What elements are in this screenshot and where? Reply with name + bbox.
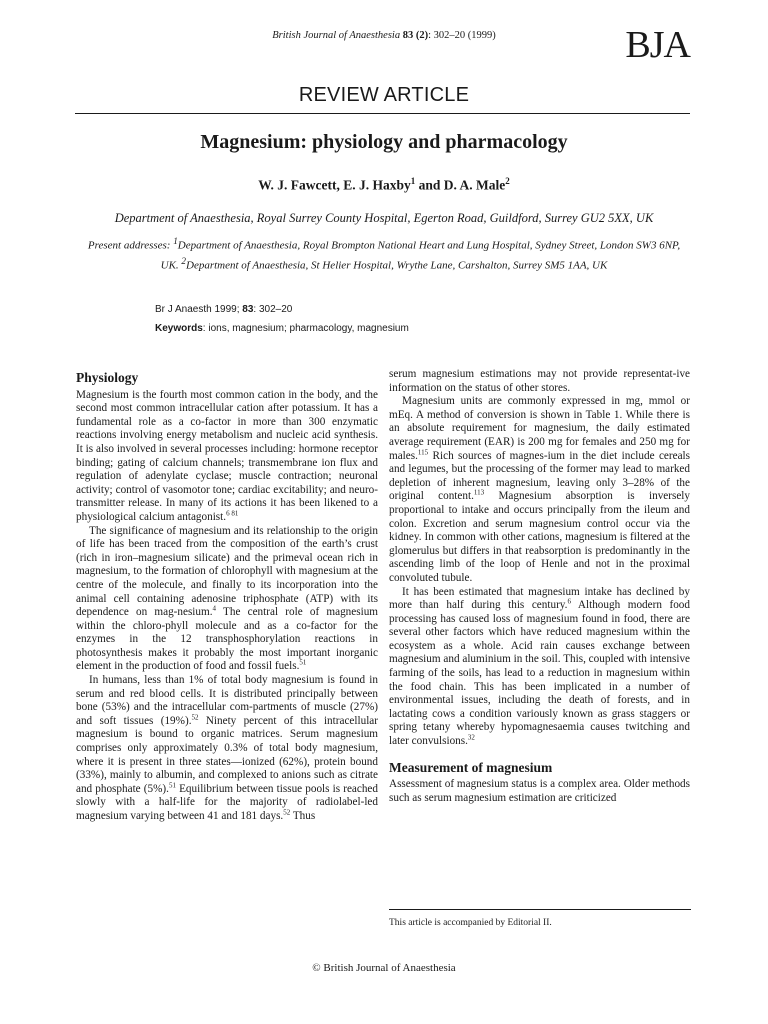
text-run: Thus	[290, 810, 316, 822]
text-run: In humans, less than 1% of total body magnesium is found in serum and red blood cells. It is distributed principally between bone (53%) and the intracellular com-partments of muscle (27%) and soft tissues (19%).	[76, 674, 378, 727]
present-address-2: Department of Anaesthesia, St Helier Hospital, Wrythe Lane, Carshalton, Surrey SM5 1AA, UK	[186, 259, 608, 272]
text-run: Rich sources of magnes-ium in the diet include cereals and legumes, but the processing of the former may lead to marked depletion of inherent magnesium, leaving only 3–28% of the original content.	[389, 449, 690, 503]
section-heading-measurement: Measurement of magnesium	[389, 759, 553, 775]
right-column	[389, 368, 690, 805]
journal-volume: 83	[402, 30, 414, 41]
reference-superscript: 115	[417, 447, 429, 456]
affiliation: Department of Anaesthesia, Royal Surrey County Hospital, Egerton Road, Guildford, Surrey GU2 5XX, UK	[114, 211, 654, 225]
author-affil-1: 1	[410, 176, 416, 186]
paragraph	[76, 674, 378, 824]
reference-superscript: 4	[212, 604, 217, 613]
article-title: Magnesium: physiology and pharmacology	[200, 131, 568, 153]
citation-prefix: Br J Anaesth 1999;	[155, 304, 243, 315]
reference-superscript: 51	[299, 658, 307, 667]
text-run: Magnesium units are commonly expressed in mg, mmol or mEq. A method of conversion is shown in Table 1. While there is an absolute requirement for magnesium, the daily estimated average requirement (EAR) is 200 mg for females and 250 mg for males.	[389, 395, 690, 462]
section-heading-physiology: Physiology	[76, 370, 139, 385]
page-footer: © British Journal of Anaesthesia	[312, 962, 456, 974]
reference-superscript: 6 81	[226, 509, 239, 518]
keywords-line	[155, 323, 409, 334]
text-run: It has been estimated that magnesium intake has declined by more than half during this century.	[389, 585, 690, 612]
author-group-1: W. J. Fawcett, E. J. Haxby	[258, 177, 411, 193]
bja-logo: BJA	[625, 24, 690, 66]
paragraph: serum magnesium estimations may not provide representat-ive information on the status of other stores.	[389, 368, 690, 394]
paragraph	[76, 525, 378, 675]
reference-superscript: 52	[283, 808, 291, 817]
keywords-text: : ions, magnesium; pharmacology, magnesium	[202, 323, 409, 334]
present-sup-1: 1	[173, 236, 178, 246]
text-run: Magnesium is the fourth most common cation in the body, and the second most common intracellular cation after potassium. It has a fundamental role as a co-factor in more than 300 enzymatic reactions involving energy metabolism and nucleic acid synthesis. It is also involved in several processes including: hormone receptor binding; gating of calcium channels; transmembrane ion flux and regulation of adenylate cyclase; muscle contraction; neuronal activity; control of vasomotor tone; cardiac excitability; and neuro-transmitter release. In many of its actions it has been likened to a physiological calcium antagonist.	[76, 388, 378, 523]
reference-superscript: 32	[467, 733, 475, 742]
footnote-divider	[389, 909, 691, 910]
text-run: Ninety percent of this intracellular magnesium is bound to organic matrices. Serum magnesium comprises only approximately 0.3% of total body magnesium, where it is present in three states—ionized (62%), protein bound (33%), mainly to albumin, and complexed to anions such as citrate and phosphate (5%).	[76, 714, 378, 795]
text-run: The significance of magnesium and its relationship to the origin of life has been traced from the composition of the earth’s crust (rich in iron–magnesium silicate) and the primeval ocean rich in magnesium, to the formation of chlorophyll with magnesium at the centre of the molecule, and finally to its incorporation into the animal cell containing adenosine triphosphate (ATP) with its dependence on mag-nesium.	[76, 524, 378, 619]
section-label: REVIEW ARTICLE	[298, 84, 470, 106]
citation-volume: 83	[242, 304, 254, 315]
author-list	[0, 176, 768, 194]
paragraph	[389, 395, 690, 585]
text-run: Equilibrium between tissue pools is reached slowly with a half-life for the majority of radiolabel-led magnesium varying between 41 and 181 days.	[76, 782, 378, 822]
present-addresses	[80, 234, 688, 274]
author-group-2: and D. A. Male	[415, 177, 506, 193]
present-sup-2: 2	[181, 256, 186, 267]
reference-superscript: 113	[473, 488, 485, 497]
reference-superscript: 6	[567, 597, 571, 606]
present-label: Present addresses:	[87, 239, 174, 252]
reference-superscript: 52	[191, 713, 199, 722]
text-run: Magnesium absorption is inversely proportional to intake and occurs principally from the ileum and colon. Excretion and serum magnesium control occur via the kidney. In common with other cations, magnesium is filtered at the glomerulus but differs in that reabsorption is predominantly in the ascending limb of the loop of Henle and not in the proximal convoluted tubule.	[389, 490, 690, 584]
footnote: This article is accompanied by Editorial II.	[389, 918, 552, 928]
author-affil-2: 2	[505, 176, 510, 186]
journal-pages: : 302–20 (1999)	[428, 30, 496, 41]
journal-issue: (2)	[415, 30, 429, 41]
citation-line	[155, 304, 292, 315]
left-column	[76, 368, 378, 824]
paragraph	[76, 389, 378, 525]
journal-name: British Journal of Anaesthesia	[272, 30, 401, 41]
paragraph: Assessment of magnesium status is a complex area. Older methods such as serum magnesium estimation are criticized	[389, 778, 690, 804]
citation-pages: : 302–20	[253, 304, 293, 315]
paragraph	[389, 586, 690, 749]
header-divider	[75, 113, 690, 114]
present-address-1: Department of Anaesthesia, Royal Brompton National Heart and Lung Hospital, Sydney Street, London SW3 6NP, UK.	[160, 239, 681, 272]
reference-superscript: 51	[168, 781, 176, 790]
keywords-label: Keywords	[155, 323, 203, 334]
text-run: The central role of magnesium within the chloro-phyll molecule and as a co-factor for the enzymes in the 12 transphosphorylation reactions in photosynthesis makes it probably the most important inorganic element in the production of food and fossil fuels.	[76, 606, 378, 673]
text-run: Although modern food processing has caused loss of magnesium found in food, there are several other factors which have reduced magnesium within the ecosystem as a whole. Acid rain causes exchange between magnesium and aluminium in the soil. This, coupled with intensive farming of the soils, has lead to a reduction in magnesium within the food chain. This has been implicated in a number of environmental issues, including the death of forests, and in lactating cows a condition variously known as grass staggers or spring tetany whereby hypomagnesaemia causes twitching and later convulsions.	[389, 599, 690, 748]
